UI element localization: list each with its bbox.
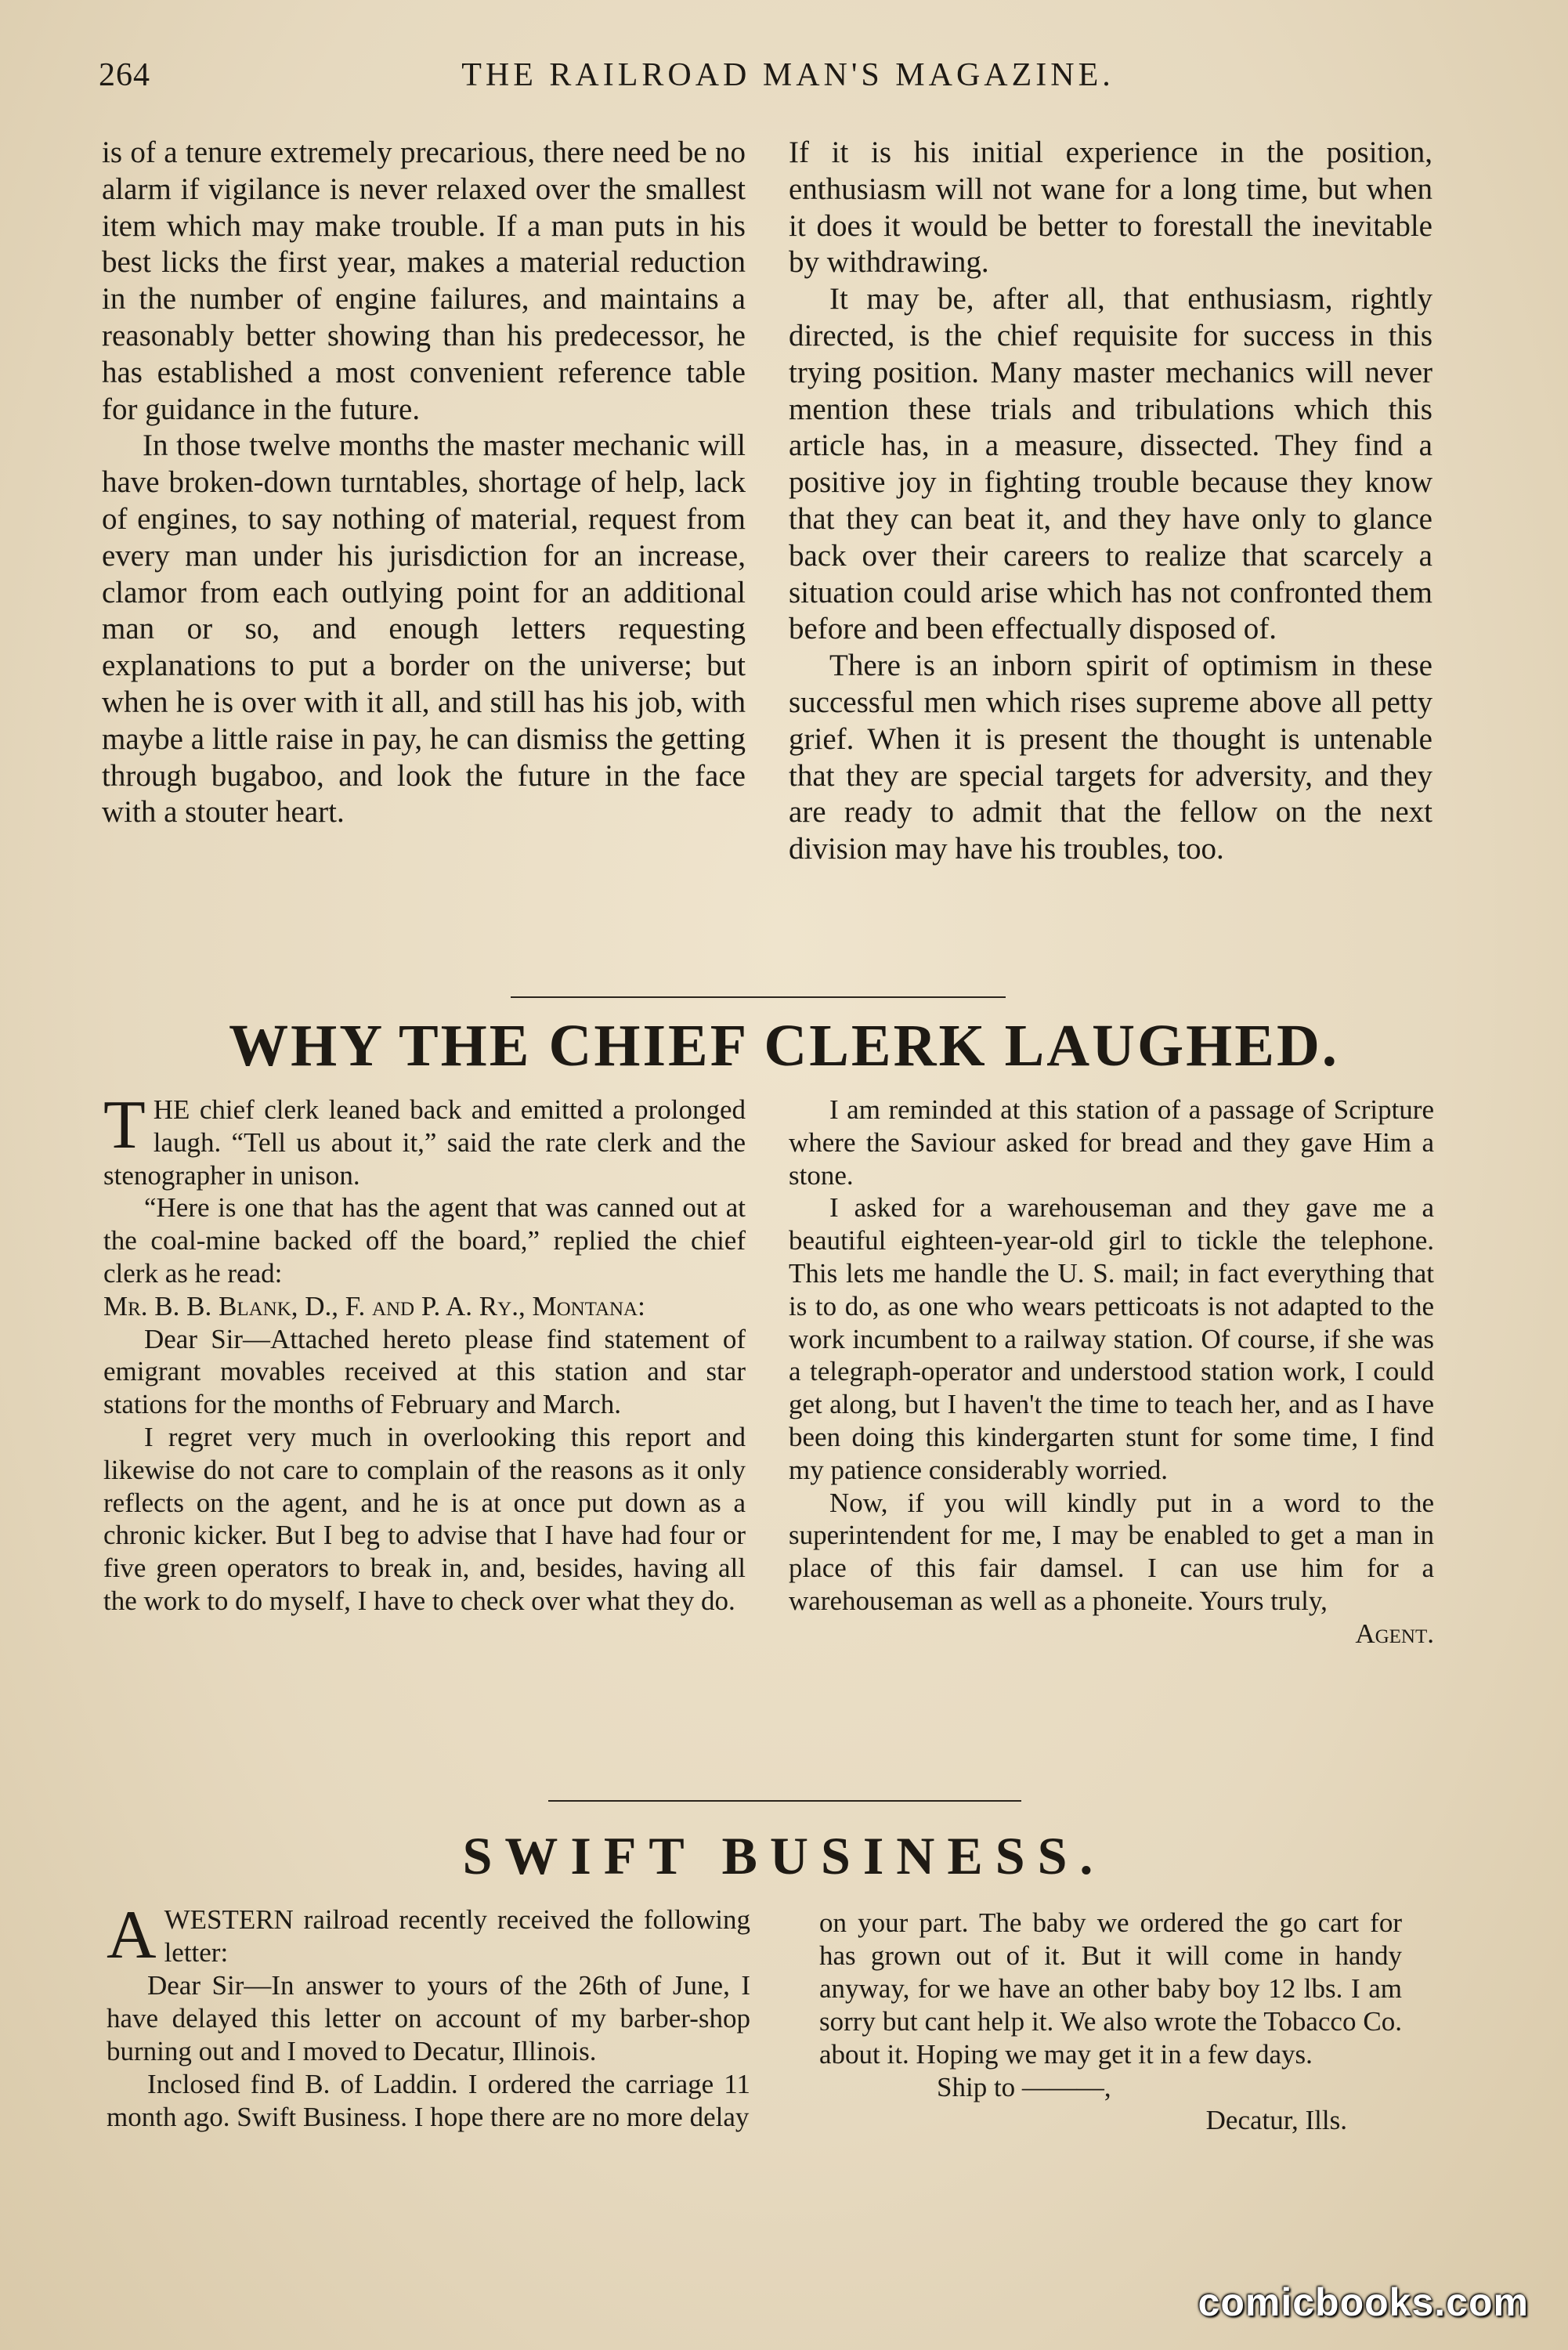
paragraph: There is an inborn spirit of optimism in these successful men which rises supreme above all petty grief. When it is present the thought is untenable that they are special targets for adversity, and they are ready to admit that the fellow on the next division may have his troubles, too. — [789, 649, 1433, 866]
section-divider — [548, 1800, 1021, 1802]
continued-article-right-column — [789, 135, 1433, 868]
paragraph: Inclosed find B. of Laddin. I ordered the carriage 11 month ago. Swift Business. I hope there are no more delay — [107, 2069, 750, 2132]
paragraph: I asked for a warehouseman and they gave me a beautiful eighteen-year-old girl to tickle the telephone. This lets me handle the U. S. mail; in fact everything that is to do, as one who wears petticoats is not adapted to the work incumbent to a railway station. Of course, if she was a telegraph-operator and understood station work, I could get along, but I haven't the time to teach her, and as I have been doing this kindergarten stunt for some time, I find my patience considerably worried. — [789, 1192, 1434, 1485]
swift-business-left-column — [107, 1897, 750, 2134]
section-divider — [511, 996, 1006, 998]
chief-clerk-right-column — [789, 1094, 1434, 1650]
paragraph: AWESTERN railroad recently received the following letter: — [107, 1897, 750, 1973]
paragraph: In those twelve months the master mechanic will have broken-down turntables, shortage of help, lack of engines, to say nothing of material, request from every man under his jurisdiction for an increase, clamor from each outlying point for an additional man or so, and enough letters requesting explanations to put a border on the universe; but when he is over with it all, and still has his job, with maybe a little raise in pay, he can dismiss the getting through bugaboo, and look the future in the face with a stouter heart. — [102, 428, 746, 830]
watermark: comicbooks.com — [1198, 2280, 1529, 2324]
swift-business-right-column — [819, 1907, 1402, 2137]
paragraph: Dear Sir—In answer to yours of the 26th of June, I have delayed this letter on account of my barber-shop burning out and I moved to Decatur, Illinois. — [107, 1970, 750, 2066]
paragraph: is of a tenure extremely precarious, there need be no alarm if vigilance is never relaxed over the smallest item which may make trouble. If a man puts in his best licks the first year, makes a material reduction in the number of engine failures, and maintains a reasonably better showing than his predecessor, he has established a most convenient reference table for guidance in the future. — [102, 136, 746, 426]
swift-business-article-title: SWIFT BUSINESS. — [462, 1826, 1106, 1885]
drop-cap: T — [103, 1087, 146, 1163]
chief-clerk-left-column — [103, 1087, 746, 1618]
paragraph: If it is his initial experience in the position, enthusiasm will not wane for a long time, but when it does it would be better to forestall the inevitable by withdrawing. — [789, 136, 1433, 280]
paragraph: on your part. The baby we ordered the go cart for has grown out of it. But it will come in handy anyway, for we have an other baby boy 12 lbs. I am sorry but cant help it. We also wrote the Tobacco Co. about it. Hoping we may get it in a few days. — [819, 1907, 1402, 2070]
drop-cap: A — [107, 1897, 157, 1973]
paragraph: Dear Sir—Attached hereto please find statement of emigrant movables received at this station and star stations for the months of February and March. — [103, 1323, 746, 1420]
paragraph: THE chief clerk leaned back and emitted a prolonged laugh. “Tell us about it,” said the rate clerk and the stenographer in unison. — [103, 1087, 746, 1191]
page-number: 264 — [99, 57, 150, 93]
ship-to-line: Ship to ———, — [937, 2072, 1111, 2102]
paragraph: It may be, after all, that enthusiasm, rightly directed, is the chief requisite for success in this trying position. Many master mechanics will never mention these trials and tribulations which this article has, in a measure, dissected. They find a positive joy in fighting trouble because they know that they can beat it, and they have only to glance back over their careers to realize that scarcely a situation could arise which has not confronted them before and been effectually disposed of. — [789, 282, 1433, 646]
continued-article-left-column — [102, 135, 746, 831]
letter-address: Mr. B. B. Blank, D., F. and P. A. Ry., Montana: — [103, 1290, 645, 1321]
paragraph: “Here is one that has the agent that was canned out at the coal-mine backed off the board,” replied the chief clerk as he read: — [103, 1192, 746, 1289]
magazine-title: THE RAILROAD MAN'S MAGAZINE. — [461, 57, 1115, 93]
letter-signature: Agent. — [1355, 1618, 1434, 1649]
paragraph: I regret very much in overlooking this report and likewise do not care to complain of the reasons as it only reflects on the agent, and he is at once put down as a chronic kicker. But I beg to advise that I have had four or five green operators to break in, and, besides, having all the work to do myself, I have to check over what they do. — [103, 1421, 746, 1616]
chief-clerk-article-title: WHY THE CHIEF CLERK LAUGHED. — [229, 1013, 1339, 1079]
letter-signoff: Decatur, Ills. — [1205, 2105, 1347, 2135]
page-header — [99, 56, 1477, 103]
paragraph: I am reminded at this station of a passage of Scripture where the Saviour asked for bread and they gave Him a stone. — [789, 1094, 1434, 1191]
paragraph: Now, if you will kindly put in a word to the superintendent for me, I may be enabled to get a man in place of this fair damsel. I can use him for a warehouseman as well as a phoneite. Yours truly, — [789, 1487, 1434, 1616]
